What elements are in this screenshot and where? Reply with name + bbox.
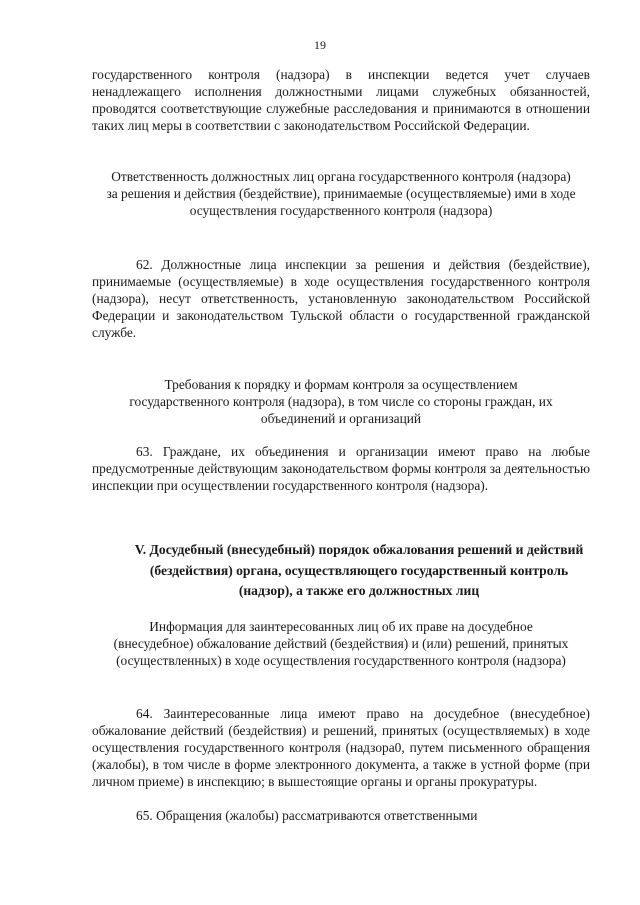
paragraph-65: 65. Обращения (жалобы) рассматриваются ответственными — [136, 808, 478, 823]
page-number: 19 — [314, 38, 326, 52]
paragraph-63: 63. Граждане, их объединения и организации имеют право на любые предусмотренные действующим законодательством формы контроля за деятельностью инспекции при осуществлении государственного контроля (надзора). — [92, 444, 590, 493]
paragraph-62: 62. Должностные лица инспекции за решения и действия (бездействие), принимаемые (осуществляемые) в ходе осуществления государственного контроля (надзора), несут ответственность, установленную законодательством Российской Федерации и законодательством Тульской области о государственной гражданской службе. — [92, 257, 590, 340]
paragraph-intro: государственного контроля (надзора) в инспекции ведется учет случаев ненадлежащего исполнения должностными лицами служебных обязанностей, проводятся соответствующие служебные расследования и принимаются в отношении таких лиц меры в соответствии с законодательством Российской Федерации. — [92, 67, 590, 133]
section-5-heading: V. Досудебный (внесудебный) порядок обжалования решений и действий (бездействия) органа, осуществляющего государственный контроль (надзор), а также его должностных лиц — [134, 542, 584, 598]
heading-responsibility: Ответственность должностных лиц органа государственного контроля (надзора) за решения и действия (бездействие), принимаемые (осуществляемые) ими в ходе осуществления государственного контроля (надзора) — [106, 169, 576, 218]
heading-requirements: Требования к порядку и формам контроля за осуществлением государственного контроля (надзора), в том числе со стороны граждан, их объединений и организаций — [129, 377, 553, 426]
heading-information: Информация для заинтересованных лиц об их праве на досудебное (внесудебное) обжалование действий (бездействия) и (или) решений, принятых (осуществленных) в ходе осуществления государственного контроля (надзора) — [113, 619, 569, 668]
paragraph-64: 64. Заинтересованные лица имеют право на досудебное (внесудебное) обжалование действий (бездействия) и решений, принятых (осуществляемых) в ходе осуществления государственного контроля (надзора0, путем письменного обращения (жалобы), в том числе в форме электронного документа, а также в устной форме (при личном приеме) в инспекцию; в вышестоящие органы и органы прокуратуры. — [92, 706, 590, 789]
